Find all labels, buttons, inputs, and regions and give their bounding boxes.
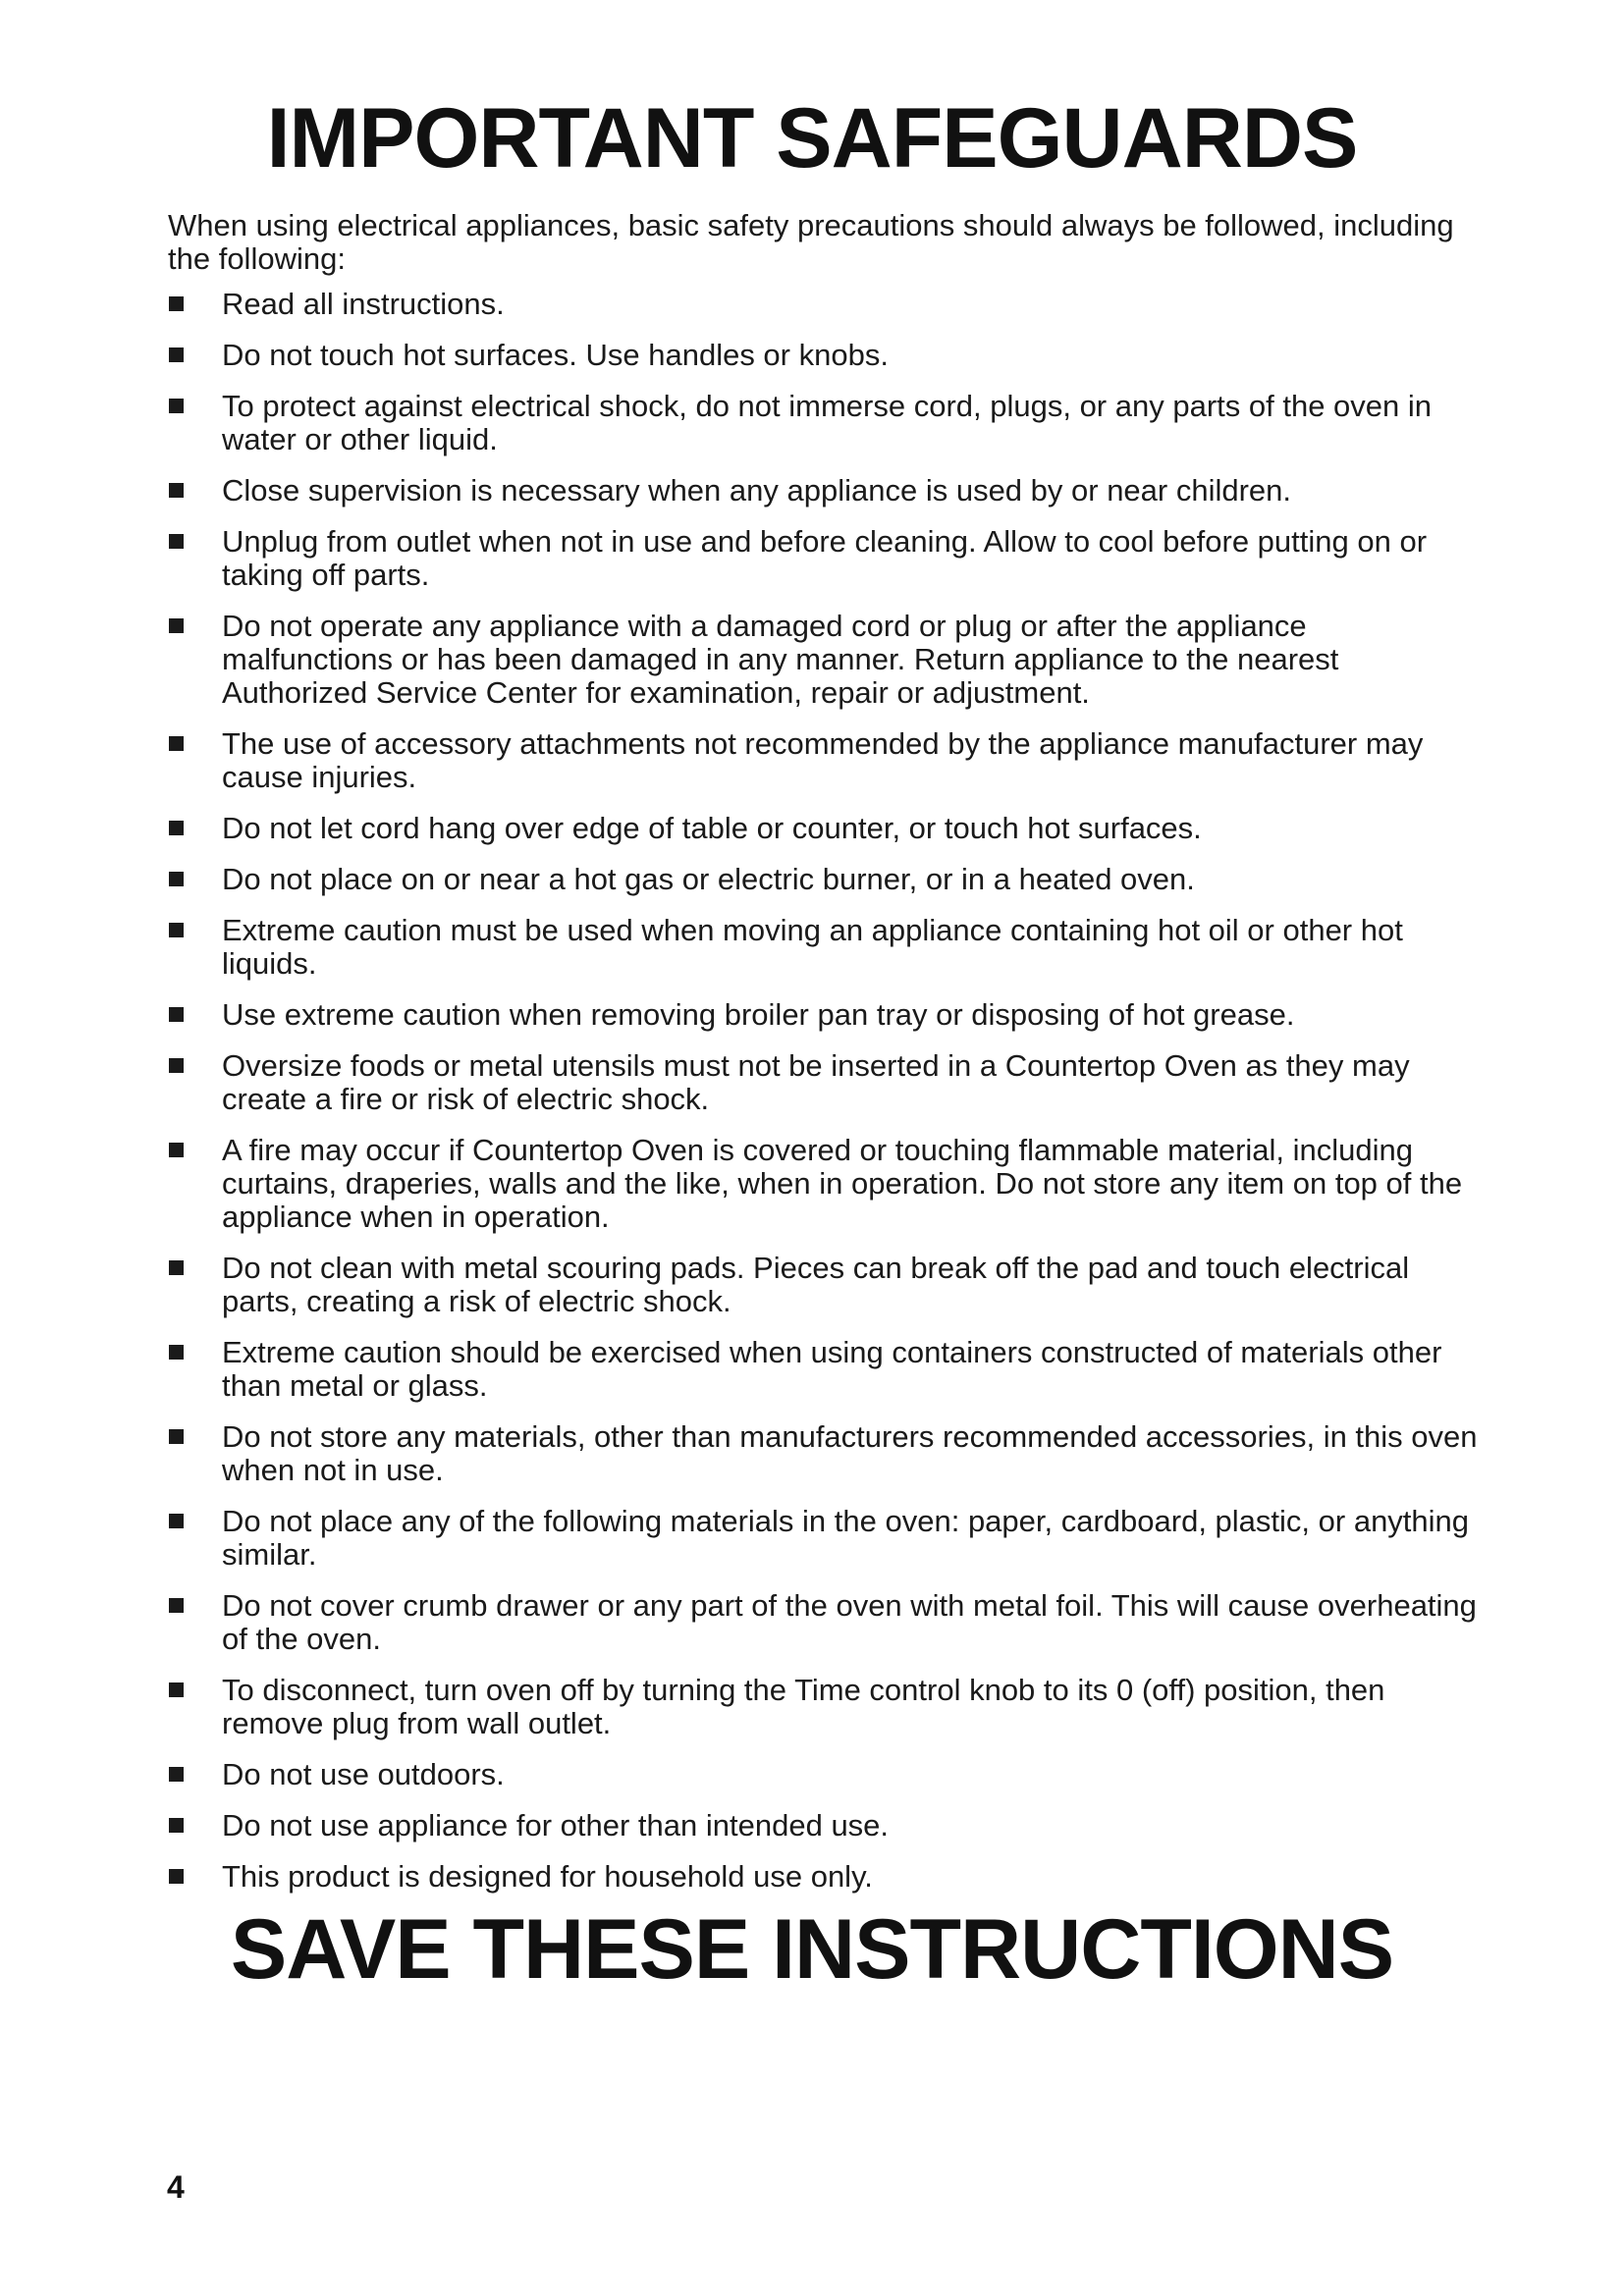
safeguard-text: Oversize foods or metal utensils must not be inserted in a Countertop Oven as they may create a fire or risk of electric shock. xyxy=(222,1048,1410,1116)
safeguard-text: Extreme caution must be used when moving an appliance containing hot oil or other hot liquids. xyxy=(222,913,1403,981)
square-bullet-icon xyxy=(169,1260,184,1275)
safeguard-text: Do not store any materials, other than manufacturers recommended accessories, in this oven when not in use. xyxy=(222,1419,1478,1487)
safeguard-text: This product is designed for household use only. xyxy=(222,1859,873,1894)
safeguard-item xyxy=(168,474,1484,507)
safeguard-item xyxy=(168,1674,1484,1740)
safeguard-text: Do not let cord hang over edge of table or counter, or touch hot surfaces. xyxy=(222,811,1202,845)
safeguard-item xyxy=(168,1505,1484,1572)
safeguard-text: Do not use outdoors. xyxy=(222,1757,505,1791)
safeguard-item xyxy=(168,1758,1484,1791)
safeguard-item xyxy=(168,1134,1484,1234)
square-bullet-icon xyxy=(169,1598,184,1613)
square-bullet-icon xyxy=(169,923,184,937)
safeguard-text: Do not use appliance for other than intended use. xyxy=(222,1808,890,1842)
square-bullet-icon xyxy=(169,1345,184,1360)
safeguard-item xyxy=(168,339,1484,372)
safeguard-list xyxy=(168,288,1484,1911)
safeguard-text: To protect against electrical shock, do not immerse cord, plugs, or any parts of the oven in water or other liquid. xyxy=(222,389,1433,456)
safeguard-item xyxy=(168,998,1484,1032)
safeguard-item xyxy=(168,1420,1484,1487)
square-bullet-icon xyxy=(169,1682,184,1697)
safeguard-text: Do not place on or near a hot gas or electric burner, or in a heated oven. xyxy=(222,862,1195,896)
square-bullet-icon xyxy=(169,1143,184,1157)
safeguard-item xyxy=(168,863,1484,896)
square-bullet-icon xyxy=(169,1429,184,1444)
safeguard-item xyxy=(168,727,1484,794)
page-number: 4 xyxy=(167,2169,185,2205)
square-bullet-icon xyxy=(169,1058,184,1073)
page-title: IMPORTANT SAFEGUARDS xyxy=(266,91,1358,186)
safeguard-item xyxy=(168,1860,1484,1894)
intro-paragraph: When using electrical appliances, basic safety precautions should always be followed, including the following: xyxy=(168,208,1454,276)
safeguard-item xyxy=(168,1336,1484,1403)
safeguard-item xyxy=(168,1589,1484,1656)
square-bullet-icon xyxy=(169,534,184,549)
safeguard-item xyxy=(168,610,1484,710)
safeguard-text: Read all instructions. xyxy=(222,287,505,321)
safeguard-item xyxy=(168,1049,1484,1116)
save-instructions-heading: SAVE THESE INSTRUCTIONS xyxy=(230,1902,1394,1997)
safeguard-text: The use of accessory attachments not recommended by the appliance manufacturer may cause injuries. xyxy=(222,726,1424,794)
square-bullet-icon xyxy=(169,483,184,498)
square-bullet-icon xyxy=(169,1007,184,1022)
safeguard-item xyxy=(168,525,1484,592)
square-bullet-icon xyxy=(169,821,184,835)
safeguard-text: To disconnect, turn oven off by turning the Time control knob to its 0 (off) position, then remove plug from wall outlet. xyxy=(222,1673,1385,1740)
safeguard-text: Close supervision is necessary when any appliance is used by or near children. xyxy=(222,473,1292,507)
square-bullet-icon xyxy=(169,736,184,751)
safeguard-item xyxy=(168,914,1484,981)
square-bullet-icon xyxy=(169,872,184,886)
safeguard-text: Extreme caution should be exercised when using containers constructed of materials other than metal or glass. xyxy=(222,1335,1442,1403)
square-bullet-icon xyxy=(169,347,184,362)
square-bullet-icon xyxy=(169,618,184,633)
square-bullet-icon xyxy=(169,1818,184,1833)
safeguard-text: Do not cover crumb drawer or any part of the oven with metal foil. This will cause overheating of the oven. xyxy=(222,1588,1477,1656)
safeguard-item xyxy=(168,390,1484,456)
safeguard-text: Do not clean with metal scouring pads. Pieces can break off the pad and touch electrical parts, creating a risk of electric shock. xyxy=(222,1251,1410,1318)
safeguard-text: Unplug from outlet when not in use and before cleaning. Allow to cool before putting on or taking off parts. xyxy=(222,524,1428,592)
safeguard-text: Do not operate any appliance with a damaged cord or plug or after the appliance malfunctions or has been damaged in any manner. Return appliance to the nearest Authorized Service Center for examination, repair or adjustment. xyxy=(222,609,1339,710)
safeguard-text: Use extreme caution when removing broiler pan tray or disposing of hot grease. xyxy=(222,997,1295,1032)
safeguard-text: Do not touch hot surfaces. Use handles or knobs. xyxy=(222,338,889,372)
square-bullet-icon xyxy=(169,1514,184,1528)
safeguard-item xyxy=(168,1809,1484,1842)
square-bullet-icon xyxy=(169,1767,184,1782)
safeguard-text: Do not place any of the following materials in the oven: paper, cardboard, plastic, or anything similar. xyxy=(222,1504,1470,1572)
safeguard-item xyxy=(168,1252,1484,1318)
square-bullet-icon xyxy=(169,399,184,413)
safeguard-item xyxy=(168,812,1484,845)
safeguard-text: A fire may occur if Countertop Oven is covered or touching flammable material, including curtains, draperies, walls and the like, when in operation. Do not store any item on top of the appliance when in operation. xyxy=(222,1133,1463,1234)
square-bullet-icon xyxy=(169,1869,184,1884)
square-bullet-icon xyxy=(169,296,184,311)
safeguard-item xyxy=(168,288,1484,321)
